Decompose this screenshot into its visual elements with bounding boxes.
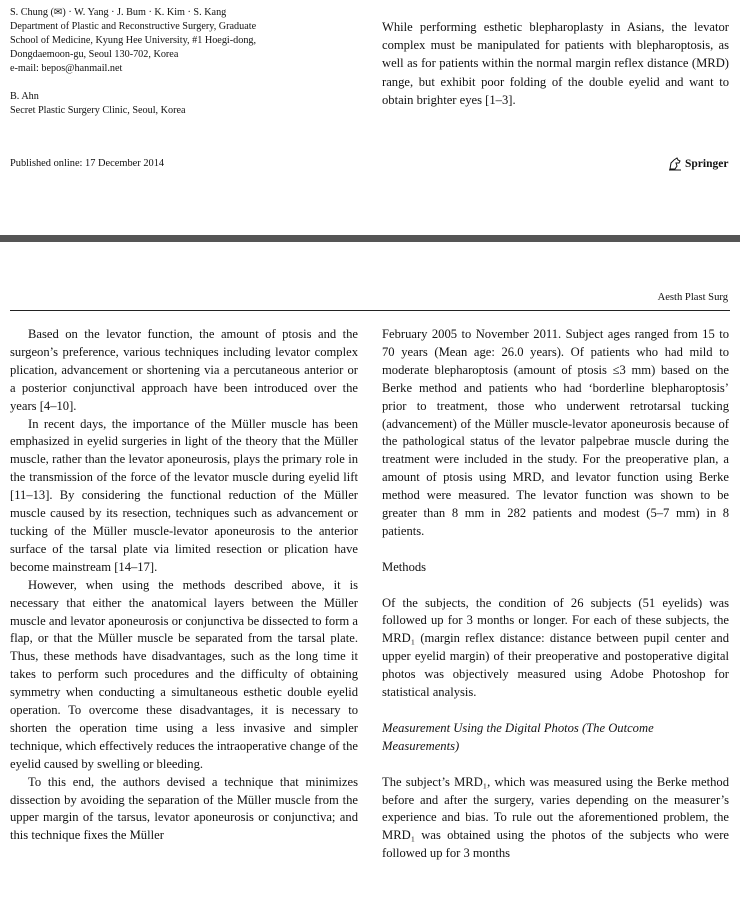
publisher-logo — [668, 157, 728, 171]
author-line: S. Chung (✉) · W. Yang · J. Bum · K. Kim · S. Kang — [10, 7, 227, 18]
affiliation-line: Department of Plastic and Reconstructive Surgery, Graduate — [10, 21, 257, 32]
page-separator — [0, 235, 740, 242]
paragraph: Based on the levator function, the amount of ptosis and the surgeon’s preference, various techniques including levator complex plication, advancement or shortening via a percutaneous anterior or a posterior conjunctival approach have been introduced over the years [4–10]. — [10, 327, 358, 413]
published-date: Published online: 17 December 2014 — [10, 158, 165, 169]
affiliation-line: Dongdaemoon-gu, Seoul 130-702, Korea — [10, 49, 179, 60]
publisher-name: Springer — [685, 158, 729, 170]
right-column — [382, 326, 729, 863]
paragraph: However, when using the methods described above, it is necessary that either the anatomical layers between the Müller muscle and levator aponeurosis or conjunctiva be dissected to form a flap, or that the Müller muscle be separated from the tarsal plate. Thus, these methods have disadvantages, such as the long time it takes to perform such procedures and the difficulty of obtaining symmetry when conducting a simultaneous esthetic double eyelid operation. To overcome these disadvantages, it is necessary to shorten the operation time using a less invasive and simpler technique, which effectively reduces the intraoperative change of the eyelid caused by swelling or bleeding. — [10, 577, 358, 771]
journal-running-head: Aesth Plast Surg — [657, 292, 728, 303]
left-column — [10, 326, 358, 845]
affiliation-line: School of Medicine, Kyung Hee University, #1 Hoegi-dong, — [10, 35, 257, 46]
author-block — [10, 6, 370, 118]
section-heading-methods: Methods — [382, 559, 427, 574]
paragraph: To this end, the authors devised a technique that minimizes dissection by avoiding the separation of the Müller muscle from the upper margin of the tarsus, levator aponeurosis or conjunctiva; and this technique fixes the Müller — [10, 774, 358, 843]
springer-horse-icon — [668, 157, 682, 171]
paragraph: Of the subjects, the condition of 26 subjects (51 eyelids) was followed up for 3 months or longer. For each of these subjects, the MRD₁ (margin reflex distance: distance between pupil center and upper eyelid margin) of their preoperative and postoperative digital photos was objectively measured using Adobe Photoshop for statistical analysis. — [382, 595, 729, 700]
paragraph: The subject’s MRD₁, which was measured using the Berke method before and after the surgery, varies depending on the measurer’s experience and bias. To rule out the aforementioned problem, the MRD₁ was obtained using the photos of the subjects who were followed up for 3 months — [382, 774, 729, 861]
author-line-2: B. Ahn — [10, 91, 39, 102]
subsection-heading: Measurement Using the Digital Photos (The Outcome Measurements) — [382, 720, 654, 753]
intro-paragraph: While performing esthetic blepharoplasty in Asians, the levator complex must be manipulated for patients with blepharoptosis, as well as for patients within the normal margin reflex distance (MRD) range, but exhibit poor folding of the double eyelid and want to obtain brighter eyes [1–3]. — [382, 20, 729, 107]
paragraph: February 2005 to November 2011. Subject ages ranged from 15 to 70 years (Mean age: 26.0 years). Of patients who had mild to moderate blepharoptosis (amount of ptosis ≤3 mm) based on the Berke method and patients who had ‘borderline blepharoptosis’ prior to treatment, those who underwent retrotarsal tucking (advancement) of the Müller muscle-levator aponeurosis because of the pathological status of the levator palpebrae muscle during the treatment were included in the study. For the preoperative plan, a amount of ptosis using MRD, and levator function using Berke method were measured. The levator function was shown to be greater than 8 mm in 282 patients and modest (5–7 mm) in 8 patients. — [382, 327, 729, 538]
header-rule — [10, 310, 730, 311]
paragraph: In recent days, the importance of the Müller muscle has been emphasized in eyelid surgeries in light of the theory that the Müller muscle, rather than the levator aponeurosis, plays the primary role in the transmission of the force of the levator muscle during eyelid lift [11–13]. By considering the functional reduction of the Müller muscle caused by its resection, techniques such as advancement or tucking of the Müller muscle-levator aponeurosis to the anterior surface of the tarsal plate via limited resection or plication have become mainstream [14–17]. — [10, 416, 358, 574]
email-line: e-mail: bepos@hanmail.net — [10, 63, 123, 74]
affiliation-line-2: Secret Plastic Surgery Clinic, Seoul, Korea — [10, 105, 186, 116]
